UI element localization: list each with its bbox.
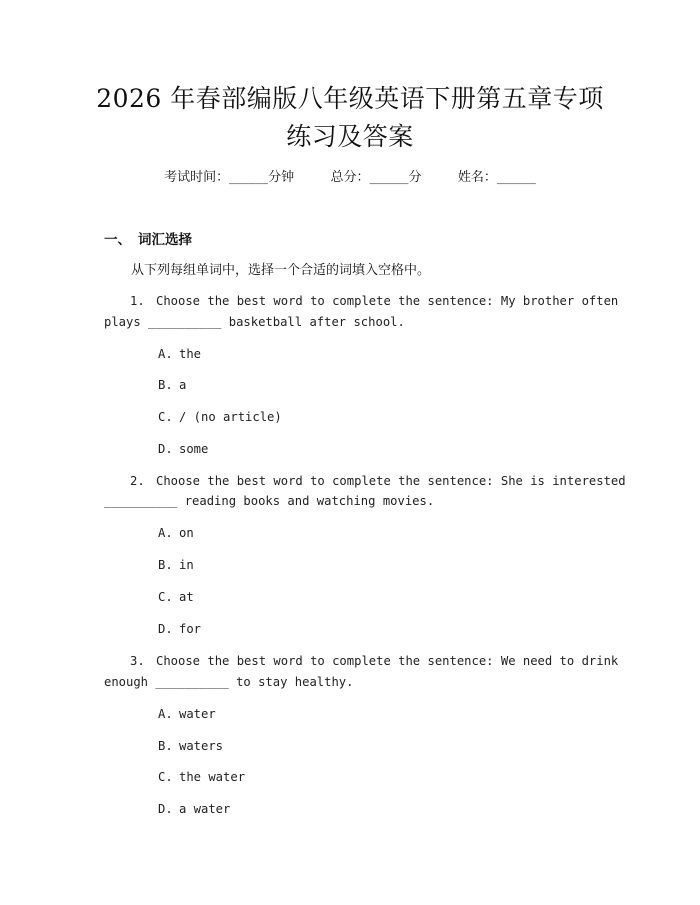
question-1-option-a xyxy=(158,344,201,364)
section-heading xyxy=(104,230,192,250)
option-text: the water xyxy=(179,770,246,784)
section-title: 词汇选择 xyxy=(138,232,192,248)
option-text: for xyxy=(179,622,202,636)
question-2-number: 2. xyxy=(130,474,145,488)
exam-meta xyxy=(0,168,700,188)
document-title-line-2: 练习及答案 xyxy=(286,122,414,151)
option-letter: D. xyxy=(158,802,173,816)
option-text: at xyxy=(179,590,194,604)
option-letter: A. xyxy=(158,707,173,721)
exam-total-score: 总分：______分 xyxy=(330,170,422,185)
option-letter: A. xyxy=(158,347,173,361)
option-letter: C. xyxy=(158,770,173,784)
question-3-option-b xyxy=(158,736,223,756)
option-letter: D. xyxy=(158,622,173,636)
question-3-option-d xyxy=(158,799,230,819)
question-2-text: Choose the best word to complete the sentence: She is interested xyxy=(156,474,626,488)
option-letter: B. xyxy=(158,558,173,572)
option-letter: C. xyxy=(158,410,173,424)
question-3-line-2: enough __________ to stay healthy. xyxy=(104,675,354,689)
question-1-option-b xyxy=(158,375,186,395)
option-letter: A. xyxy=(158,526,173,540)
question-2-option-c xyxy=(158,587,194,607)
question-1-line-2: plays __________ basketball after school. xyxy=(104,315,405,329)
option-text: the xyxy=(179,347,202,361)
option-text: a water xyxy=(179,802,231,816)
question-2-line-1 xyxy=(130,471,626,491)
section-number: 一、 xyxy=(104,232,131,248)
option-text: waters xyxy=(179,739,224,753)
question-1-option-d xyxy=(158,439,208,459)
question-2-option-d xyxy=(158,619,201,639)
option-letter: D. xyxy=(158,442,173,456)
option-letter: B. xyxy=(158,739,173,753)
question-2-option-a xyxy=(158,523,194,543)
question-1-line-1 xyxy=(130,291,618,311)
question-2-option-b xyxy=(158,555,194,575)
section-instruction: 从下列每组单词中，选择一个合适的词填入空格中。 xyxy=(131,263,431,278)
option-text: / (no article) xyxy=(179,410,282,424)
document-title-line-1: 2026 年春部编版八年级英语下册第五章专项 xyxy=(96,84,604,113)
exam-time: 考试时间：______分钟 xyxy=(164,170,295,185)
option-letter: B. xyxy=(158,378,173,392)
question-3-text: Choose the best word to complete the sentence: We need to drink xyxy=(156,654,619,668)
student-name: 姓名：______ xyxy=(457,170,536,185)
option-letter: C. xyxy=(158,590,173,604)
question-2-line-2: __________ reading books and watching movies. xyxy=(104,494,435,508)
question-1-option-c xyxy=(158,407,282,427)
question-3-option-a xyxy=(158,704,216,724)
option-text: some xyxy=(179,442,209,456)
question-3-line-1 xyxy=(130,651,618,671)
option-text: in xyxy=(179,558,194,572)
question-3-number: 3. xyxy=(130,654,145,668)
question-1-text: Choose the best word to complete the sentence: My brother often xyxy=(156,294,619,308)
question-1-number: 1. xyxy=(130,294,145,308)
question-3-option-c xyxy=(158,767,245,787)
option-text: on xyxy=(179,526,194,540)
option-text: water xyxy=(179,707,216,721)
option-text: a xyxy=(179,378,187,392)
